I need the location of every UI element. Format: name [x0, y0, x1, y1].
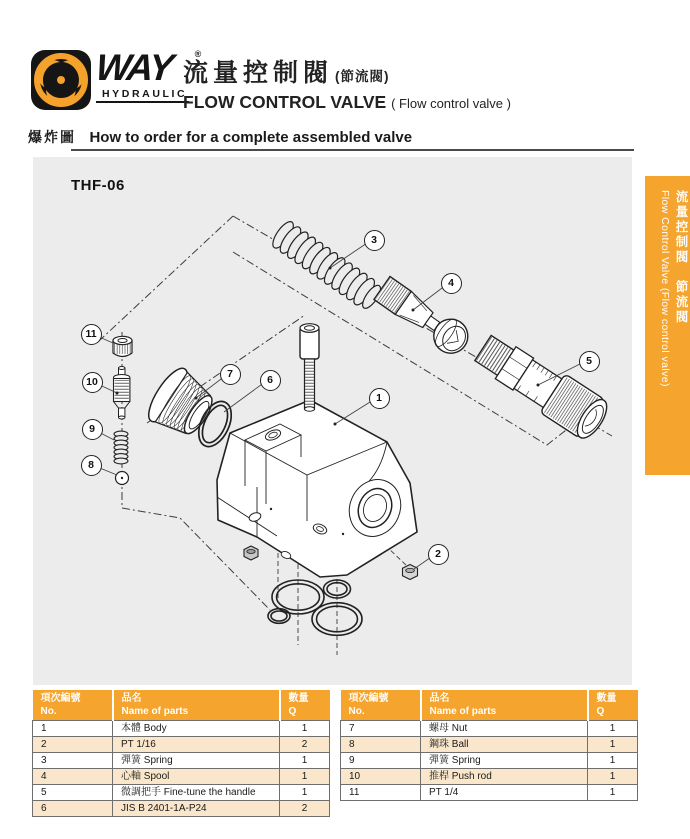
- hex-nut-2: [403, 565, 418, 580]
- table-row: 11 PT 1/4 1: [341, 785, 638, 801]
- ball-part: [116, 472, 129, 485]
- brand-name: WAY: [93, 47, 174, 88]
- callout-5: 5: [579, 351, 600, 372]
- table-row: 9 彈簧 Spring 1: [341, 753, 638, 769]
- small-spring-part: [114, 431, 128, 464]
- bolt-part: [300, 324, 319, 412]
- col-name: 品名 Name of parts: [113, 690, 280, 721]
- col-name: 品名 Name of parts: [421, 690, 588, 721]
- section-heading-zh: 爆炸圖: [28, 129, 76, 145]
- registered-mark: ®: [194, 49, 202, 59]
- side-tab-label-en: Flow Control Valve (Flow control valve): [659, 190, 671, 387]
- callout-6: 6: [260, 370, 281, 391]
- table-row: 8 鋼珠 Ball 1: [341, 737, 638, 753]
- callout-1: 1: [369, 388, 390, 409]
- oring-set: [268, 580, 362, 635]
- title-english: FLOW CONTROL VALVE ( Flow control valve ): [183, 92, 511, 112]
- col-qty: 數量 Q: [280, 690, 330, 721]
- plug-part: [142, 363, 222, 445]
- parts-table-left: [32, 690, 330, 817]
- table-row: 1 本體 Body 1: [33, 721, 330, 737]
- page-title: [183, 53, 511, 113]
- title-english-note: ( Flow control valve ): [391, 96, 511, 111]
- side-tab: [645, 176, 690, 475]
- table-row: 6 JIS B 2401-1A-P24 2: [33, 801, 330, 817]
- table-header-row: [33, 690, 330, 721]
- title-chinese-note: (節流閥): [335, 69, 390, 84]
- col-no: 項次編號 No.: [33, 690, 113, 721]
- table-row: 3 彈簧 Spring 1: [33, 753, 330, 769]
- table-row: 10 推桿 Push rod 1: [341, 769, 638, 785]
- section-underline: [71, 149, 634, 151]
- side-tab-label-zh: 流量控制閥 節流閥: [674, 190, 688, 325]
- callout-11: 11: [81, 324, 102, 345]
- table-row: 7 螺母 Nut 1: [341, 721, 638, 737]
- callout-4: 4: [441, 273, 462, 294]
- hex-nut: [244, 546, 258, 560]
- exploded-diagram-panel: [33, 157, 632, 685]
- callout-7: 7: [220, 364, 241, 385]
- model-label: THF-06: [71, 177, 125, 194]
- callout-9: 9: [82, 419, 103, 440]
- callout-3: 3: [364, 230, 385, 251]
- title-chinese: 流量控制閥 (節流閥): [183, 59, 390, 87]
- table-row: 2 PT 1/16 2: [33, 737, 330, 753]
- table-row: 4 心軸 Spool 1: [33, 769, 330, 785]
- callout-8: 8: [81, 455, 102, 476]
- col-qty: 數量 Q: [588, 690, 638, 721]
- brand-sub: HYDRAULIC: [96, 88, 189, 103]
- table-row: 5 微調把手 Fine-tune the handle 1: [33, 785, 330, 801]
- exploded-view-drawing: [33, 157, 632, 685]
- callout-2: 2: [428, 544, 449, 565]
- way-logo-icon: [30, 49, 92, 111]
- section-heading-en: How to order for a complete assembled valve: [89, 129, 413, 146]
- knob-part: [470, 329, 612, 444]
- section-heading: [28, 127, 412, 147]
- way-logo: [30, 49, 201, 111]
- col-no: 項次編號 No.: [341, 690, 421, 721]
- small-plug-part: [113, 336, 132, 356]
- table-header-row: [341, 690, 638, 721]
- parts-table-right: [340, 690, 638, 801]
- callout-10: 10: [82, 372, 103, 393]
